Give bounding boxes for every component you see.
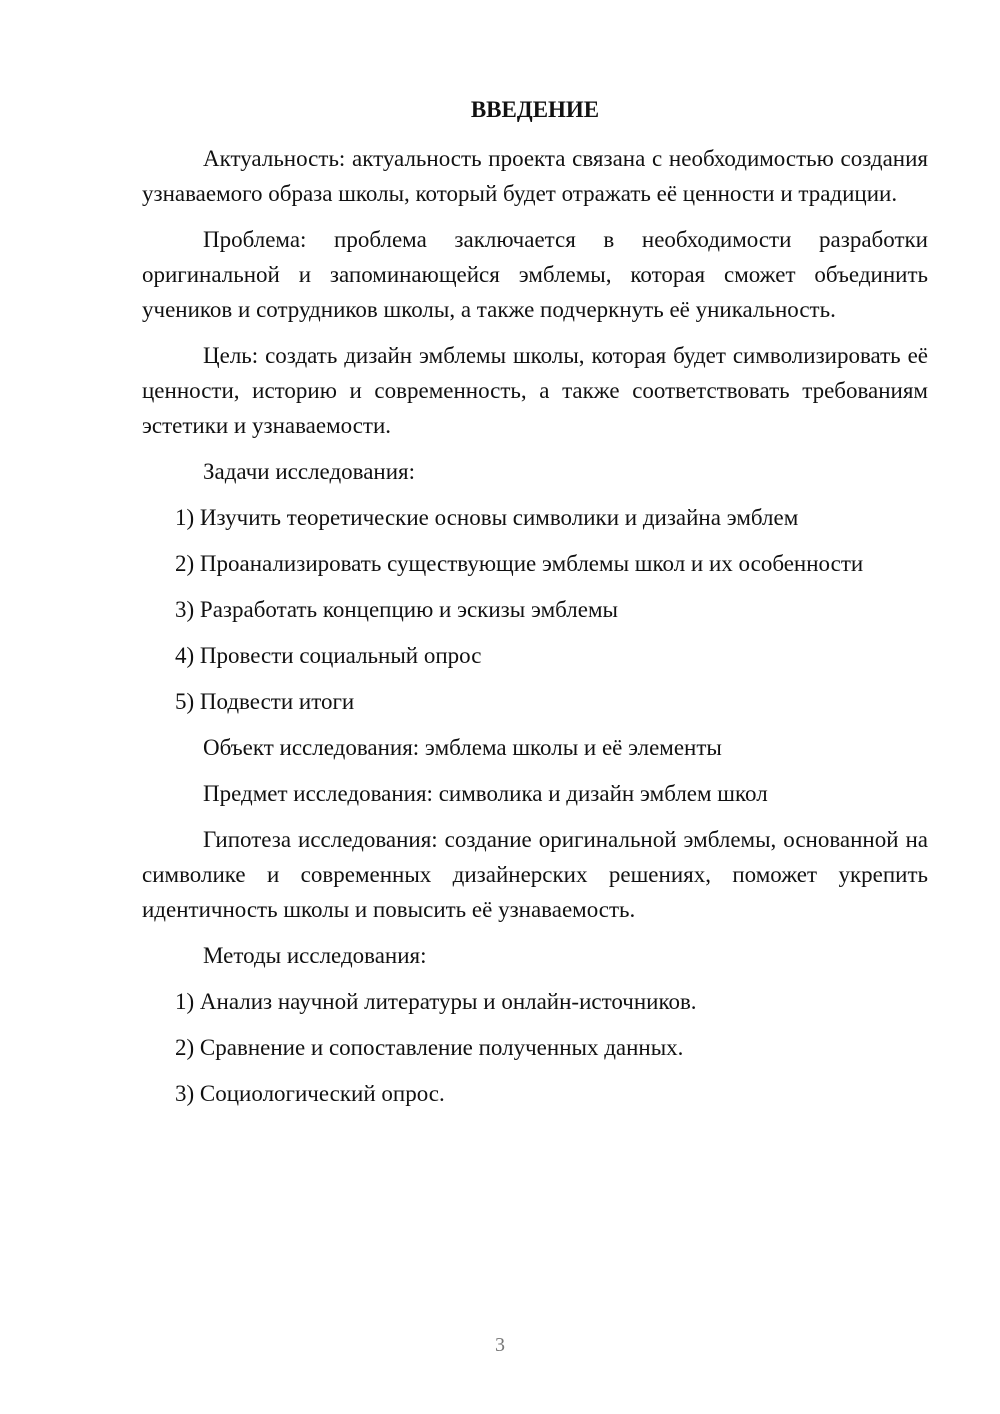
object-line: Объект исследования: эмблема школы и её элементы: [203, 735, 722, 760]
task-item: 2) Проанализировать существующие эмблемы школ и их особенности: [175, 551, 864, 576]
task-item: 4) Провести социальный опрос: [175, 643, 482, 668]
goal-paragraph: Цель: создать дизайн эмблемы школы, которая будет символизировать её ценности, историю и современность, а также соответствовать требованиям эстетики и узнаваемости.: [142, 343, 928, 438]
hypothesis-paragraph: Гипотеза исследования: создание оригинальной эмблемы, основанной на символике и современных дизайнерских решениях, поможет укрепить идентичность школы и повысить её узнаваемость.: [142, 827, 928, 922]
page-number: 3: [495, 1334, 505, 1356]
subject-line: Предмет исследования: символика и дизайн эмблем школ: [203, 781, 768, 806]
method-item: 1) Анализ научной литературы и онлайн-источников.: [175, 989, 697, 1014]
task-item: 1) Изучить теоретические основы символики и дизайна эмблем: [175, 505, 799, 530]
methods-heading: Методы исследования:: [203, 943, 427, 968]
task-item: 5) Подвести итоги: [175, 689, 355, 714]
problem-paragraph: Проблема: проблема заключается в необходимости разработки оригинальной и запоминающейся эмблемы, которая сможет объединить учеников и сотрудников школы, а также подчеркнуть её уникальность.: [142, 227, 928, 322]
task-item: 3) Разработать концепцию и эскизы эмблемы: [175, 597, 618, 622]
method-item: 3) Социологический опрос.: [175, 1081, 445, 1106]
method-item: 2) Сравнение и сопоставление полученных данных.: [175, 1035, 684, 1060]
tasks-heading: Задачи исследования:: [203, 459, 416, 484]
actuality-paragraph: Актуальность: актуальность проекта связана с необходимостью создания узнаваемого образа школы, который будет отражать её ценности и традиции.: [142, 146, 928, 206]
page-body: [142, 141, 928, 1122]
page-title: ВВЕДЕНИЕ: [470, 97, 600, 122]
